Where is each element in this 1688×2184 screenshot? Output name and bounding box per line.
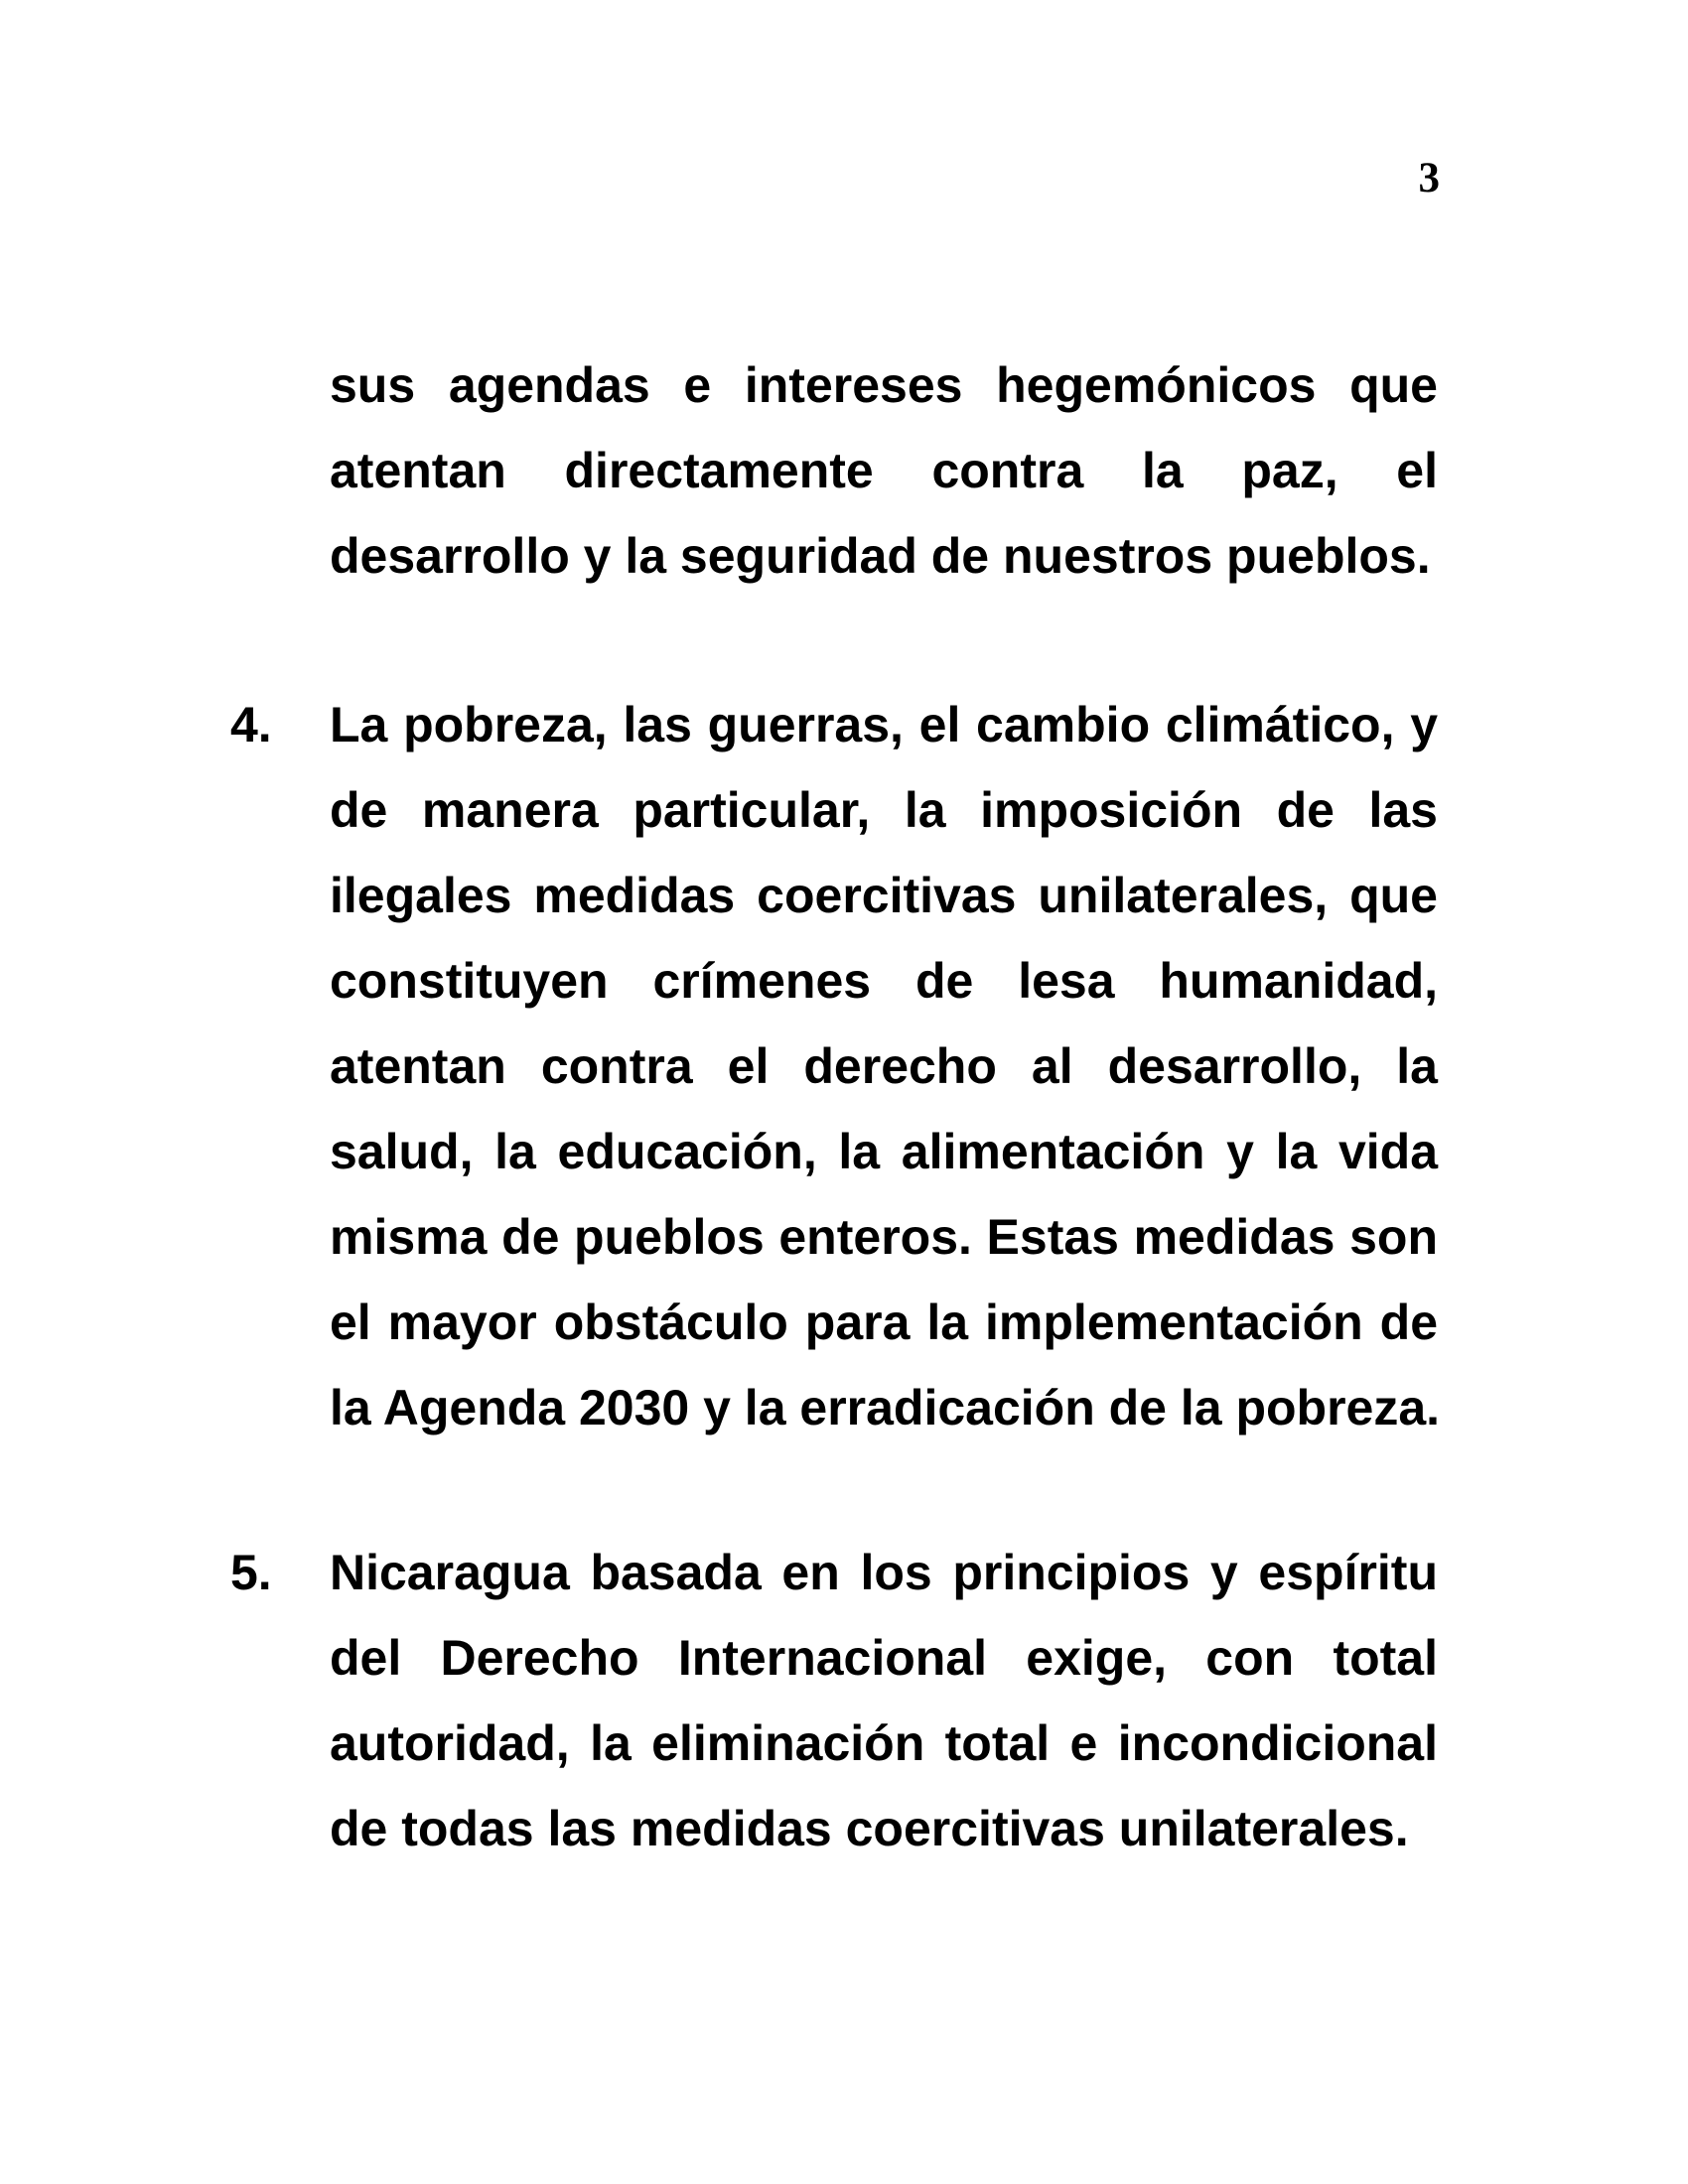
paragraph-line: de todas las medidas coercitivas unilaterales.: [330, 1801, 1409, 1856]
paragraph-line: del Derecho Internacional exige, con total: [330, 1630, 1438, 1686]
continuation-paragraph: [330, 342, 1438, 599]
item-number-5: 5.: [230, 1545, 272, 1600]
paragraph-line: salud, la educación, la alimentación y la vida: [330, 1124, 1438, 1179]
paragraph-line: ilegales medidas coercitivas unilaterales, que: [330, 868, 1438, 923]
paragraph-line: la Agenda 2030 y la erradicación de la pobreza.: [330, 1380, 1441, 1435]
paragraph-line: atentan contra el derecho al desarrollo, la: [330, 1038, 1438, 1094]
item-4-paragraph: [330, 682, 1441, 1450]
paragraph-line: sus agendas e intereses hegemónicos que: [330, 357, 1438, 413]
item-5-paragraph: [330, 1530, 1438, 1871]
page-number: 3: [1418, 155, 1440, 202]
paragraph-line: constituyen crímenes de lesa humanidad,: [330, 953, 1438, 1009]
paragraph-line: misma de pueblos enteros. Estas medidas son: [330, 1209, 1438, 1265]
paragraph-line: La pobreza, las guerras, el cambio climático, y: [330, 697, 1438, 752]
item-number-4: 4.: [230, 697, 272, 752]
paragraph-line: de manera particular, la imposición de las: [330, 782, 1438, 838]
paragraph-line: Nicaragua basada en los principios y espíritu: [330, 1545, 1438, 1600]
paragraph-line: desarrollo y la seguridad de nuestros pueblos.: [330, 528, 1431, 584]
paragraph-line: el mayor obstáculo para la implementación de: [330, 1295, 1438, 1350]
paragraph-line: atentan directamente contra la paz, el: [330, 443, 1438, 498]
paragraph-line: autoridad, la eliminación total e incondicional: [330, 1715, 1438, 1771]
